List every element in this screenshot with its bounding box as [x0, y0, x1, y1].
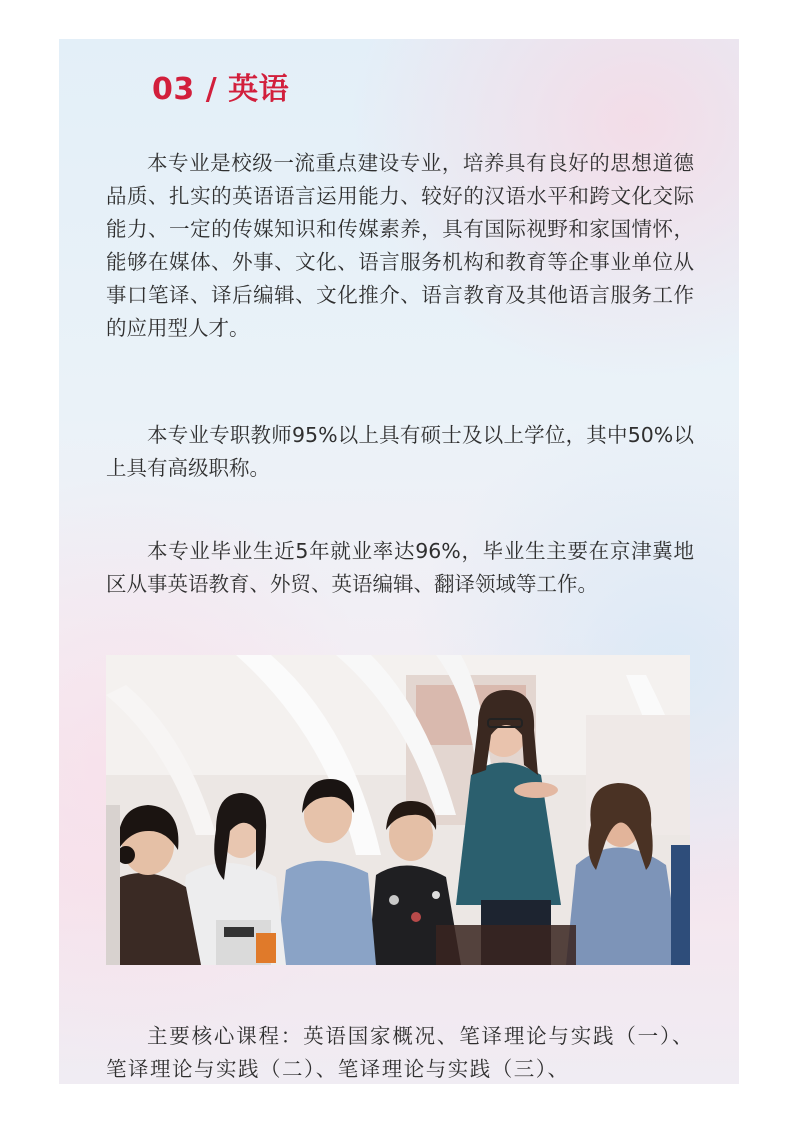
core-courses-paragraph: 主要核心课程：英语国家概况、笔译理论与实践（一）、笔译理论与实践（二）、笔译理论与实践（三）、: [106, 1024, 694, 1081]
intro-paragraph: 本专业是校级一流重点建设专业，培养具有良好的思想道德品质、扎实的英语语言运用能力、较好的汉语水平和跨文化交际能力、一定的传媒知识和传媒素养，具有国际视野和家国情怀，能够在媒体、外事、文化、语言服务机构和教育等企事业单位从事口笔译、译后编辑、文化推介、语言教育及其他语言服务工作的应用型人才。: [106, 151, 694, 340]
employment-paragraph: 本专业毕业生近5年就业率达96%，毕业生主要在京津冀地区从事英语教育、外贸、英语编辑、翻译领域等工作。: [106, 539, 694, 596]
classroom-photo: [106, 655, 690, 965]
section-title: 03 / 英语: [152, 72, 290, 107]
faculty-paragraph: 本专业专职教师95%以上具有硕士及以上学位，其中50%以上具有高级职称。: [106, 423, 694, 480]
page-panel: [59, 39, 739, 1084]
